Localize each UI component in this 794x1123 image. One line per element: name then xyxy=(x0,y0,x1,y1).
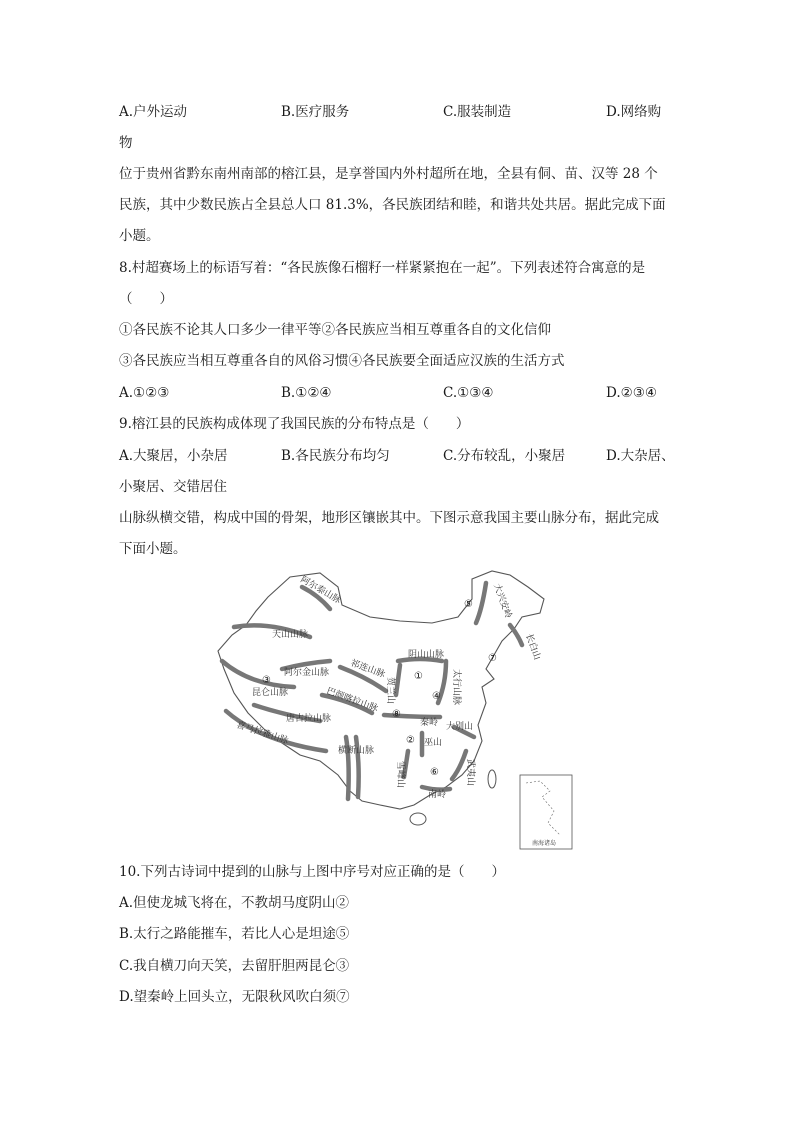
label-tianshan: 天山山脉 xyxy=(272,630,309,640)
q10-option-c: C.我自横刀向天笑，去留肝胆两昆仑③ xyxy=(119,958,350,974)
taiwan-island xyxy=(488,770,496,788)
range-changbai xyxy=(510,625,522,645)
label-wuyi: 武夷山 xyxy=(465,759,475,787)
q7-option-b: B.医疗服务 xyxy=(281,104,350,120)
south-china-sea-inset xyxy=(520,775,572,849)
range-wuyi xyxy=(452,751,466,779)
label-nanling: 南岭 xyxy=(428,790,447,800)
q9-option-b: B.各民族分布均匀 xyxy=(281,448,390,464)
label-qinling: 秦岭 xyxy=(420,718,439,728)
label-xuefeng: 雪峰山 xyxy=(395,761,405,789)
label-tanggula: 唐古拉山脉 xyxy=(286,714,332,724)
q8-answer-bracket: （ ） xyxy=(119,291,173,307)
label-daxinganling: 大兴安岭 xyxy=(491,582,513,620)
map-svg xyxy=(210,565,590,855)
label-changbai: 长白山 xyxy=(523,632,542,662)
q8-option-d: D.②③④ xyxy=(606,385,657,401)
range-daxinganling xyxy=(476,583,486,623)
q9-stem: 9.榕江县的民族构成体现了我国民族的分布特点是（ ） xyxy=(119,416,470,432)
q9-option-c: C.分布较乱，小聚居 xyxy=(443,448,566,464)
label-hengduan: 横断山脉 xyxy=(338,746,375,756)
marker-1: ① xyxy=(414,671,423,682)
q9-option-d: D.大杂居、 xyxy=(606,448,675,464)
marker-5: ⑤ xyxy=(464,599,473,610)
passage1-line1: 位于贵州省黔东南州南部的榕江县，是享誉国内外村超所在地，全县有侗、苗、汉等 28 个 xyxy=(119,166,658,182)
q10-option-d: D.望秦岭上回头立，无限秋风吹白须⑦ xyxy=(119,989,350,1005)
hainan-island xyxy=(410,813,426,825)
label-taihang: 太行山脉 xyxy=(451,669,461,706)
q7-option-a: A.户外运动 xyxy=(119,104,188,120)
marker-2: ② xyxy=(406,735,415,746)
label-yinshan: 阴山山脉 xyxy=(408,650,445,660)
q8-stem: 8.村超赛场上的标语写着：“各民族像石榴籽一样紧紧抱在一起”。下列表述符合寓意的是 xyxy=(119,260,646,276)
inset-label: 南海诸岛 xyxy=(532,840,557,847)
marker-3: ③ xyxy=(262,675,271,686)
q7-option-c: C.服装制造 xyxy=(443,104,512,120)
q10-option-b: B.太行之路能摧车，若比人心是坦途⑤ xyxy=(119,926,350,942)
label-helan: 贺兰山 xyxy=(385,677,395,705)
label-dabie: 大别山 xyxy=(446,722,474,732)
label-qilian: 祁连山脉 xyxy=(348,658,387,681)
label-himalaya: 喜马拉雅山脉 xyxy=(235,720,290,747)
passage2-line2: 下面小题。 xyxy=(119,541,187,557)
label-bayankala: 巴颜喀拉山脉 xyxy=(324,686,380,715)
passage1-line2: 民族，其中少数民族占全县总人口 81.3%，各民族团结和睦，和谐共处共居。据此完成下面 xyxy=(119,197,666,213)
q8-option-a: A.①②③ xyxy=(119,385,170,401)
passage2-line1: 山脉纵横交错，构成中国的骨架，地形区镶嵌其中。下图示意我国主要山脉分布，据此完成 xyxy=(119,510,659,526)
label-altun: 阿尔金山脉 xyxy=(284,668,330,678)
q10-stem: 10.下列古诗词中提到的山脉与上图中序号对应正确的是（ ） xyxy=(119,864,505,880)
q8-option-c: C.①③④ xyxy=(443,385,494,401)
q7-option-d: D.网络购 xyxy=(606,104,662,120)
marker-7: ⑦ xyxy=(488,653,497,664)
q9-option-a: A.大聚居，小杂居 xyxy=(119,448,228,464)
marker-8: ⑧ xyxy=(392,709,401,720)
china-mountains-map xyxy=(210,565,590,855)
q8-option-b: B.①②④ xyxy=(281,385,332,401)
q8-statement-row2: ③各民族应当相互尊重各自的风俗习惯④各民族要全面适应汉族的生活方式 xyxy=(119,353,565,369)
label-wushan: 巫山 xyxy=(424,738,443,748)
marker-4: ④ xyxy=(432,691,441,702)
q7-option-d-continuation: 物 xyxy=(119,135,133,151)
range-helan xyxy=(396,665,400,695)
q10-option-a: A.但使龙城飞将在，不教胡马度阴山② xyxy=(119,895,350,911)
marker-6: ⑥ xyxy=(430,767,439,778)
passage1-line3: 小题。 xyxy=(119,228,160,244)
q8-statement-row1: ①各民族不论其人口多少一律平等②各民族应当相互尊重各自的文化信仰 xyxy=(119,322,551,338)
q9-option-d-continuation: 小聚居、交错居住 xyxy=(119,479,227,495)
label-altai: 阿尔泰山脉 xyxy=(298,574,343,607)
label-kunlun: 昆仑山脉 xyxy=(252,688,289,698)
